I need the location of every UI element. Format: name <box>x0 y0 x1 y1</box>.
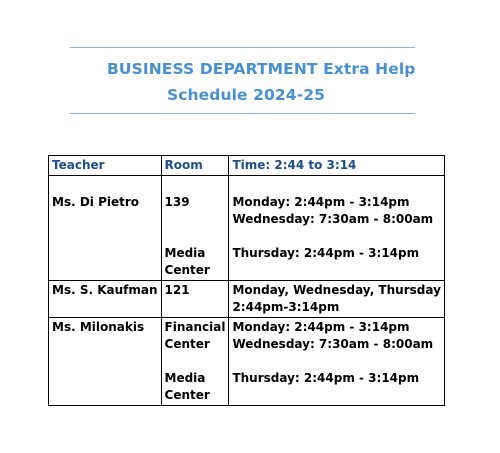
time-slot: Monday, Wednesday, Thursday <box>232 283 441 297</box>
time-cell <box>229 281 444 318</box>
room-label: Media <box>164 371 206 385</box>
room-label: Center <box>164 388 210 402</box>
spacer <box>232 228 440 245</box>
time-slot: Thursday: 2:44pm - 3:14pm <box>232 246 420 260</box>
time-cell <box>229 176 444 281</box>
column-header-time: Time: 2:44 to 3:14 <box>229 156 444 176</box>
spacer <box>165 177 226 194</box>
time-slot: Monday: 2:44pm - 3:14pm <box>232 320 410 334</box>
room-label: Financial <box>164 320 226 334</box>
table-row <box>49 318 445 406</box>
time-slot: 2:44pm-3:14pm <box>232 300 340 314</box>
room-number: 121 <box>164 283 190 297</box>
room-cell <box>161 281 229 318</box>
time-slot: Thursday: 2:44pm - 3:14pm <box>232 371 420 385</box>
schedule-table <box>48 155 445 406</box>
column-header-room: Room <box>161 156 229 176</box>
table-header-row <box>49 156 445 176</box>
spacer <box>165 353 226 370</box>
room-cell <box>161 318 229 406</box>
room-cell <box>161 176 229 281</box>
room-label: Center <box>164 337 210 351</box>
teacher-name: Ms. Milonakis <box>52 320 145 334</box>
title-rule-top <box>70 47 415 48</box>
time-slot: Wednesday: 7:30am - 8:00am <box>232 337 434 351</box>
table-row <box>49 281 445 318</box>
spacer <box>232 177 440 194</box>
spacer <box>165 211 226 228</box>
table-row <box>49 176 445 281</box>
room-label: Center <box>164 263 210 277</box>
spacer <box>52 177 158 194</box>
page-title-line-1: BUSINESS DEPARTMENT Extra Help <box>107 60 416 78</box>
column-header-teacher: Teacher <box>49 156 162 176</box>
time-slot: Wednesday: 7:30am - 8:00am <box>232 212 434 226</box>
time-slot: Monday: 2:44pm - 3:14pm <box>232 195 410 209</box>
teacher-cell <box>49 176 162 281</box>
teacher-name: Ms. S. Kaufman <box>52 283 158 297</box>
time-cell <box>229 318 444 406</box>
teacher-cell <box>49 318 162 406</box>
room-label: Media <box>164 246 206 260</box>
title-rule-bottom <box>70 113 415 114</box>
teacher-cell <box>49 281 162 318</box>
page-title-line-2: Schedule 2024-25 <box>167 86 325 104</box>
room-number: 139 <box>164 195 190 209</box>
spacer <box>232 353 440 370</box>
teacher-name: Ms. Di Pietro <box>52 195 140 209</box>
spacer <box>165 228 226 245</box>
